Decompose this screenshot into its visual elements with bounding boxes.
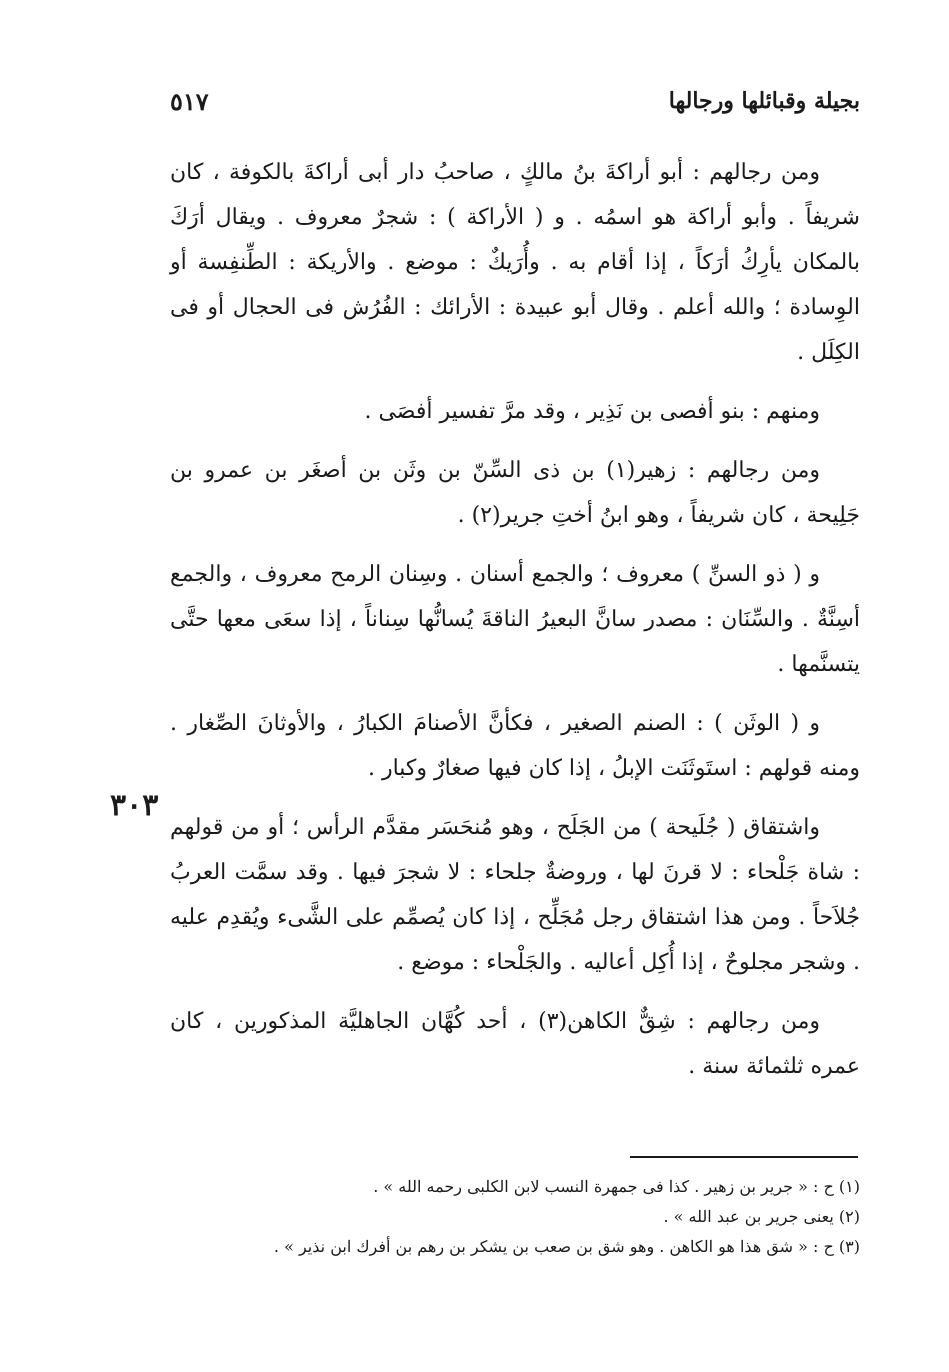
footnote: (٢) يعنى جرير بن عبد الله » . — [663, 1207, 860, 1226]
paragraph: ومنهم : بنو أفصى بن نَذِير ، وقد مرَّ تفسير أفصَى . — [364, 399, 820, 424]
margin-page-number: ٣٠٣ — [110, 788, 159, 823]
footnote: (٣) ح : « شق هذا هو الكاهن . وهو شق بن صعب بن يشكر بن رهم بن أفرك ابن نذير » . — [273, 1237, 860, 1256]
running-header — [170, 84, 860, 118]
footnote: (١) ح : « جرير بن زهير . كذا فى جمهرة النسب لابن الكلبى رحمه الله » . — [373, 1177, 860, 1196]
paragraph: ومن رجالهم : أبو أراكةَ بنُ مالكٍ ، صاحبُ دار أبى أراكةَ بالكوفة ، كان شريفاً . وأبو أراكة هو اسمُه . و ( الأراكة ) : شجرٌ معروف . ويقال أرَكَ بالمكان يأرِكُ أرَكاً ، إذا أقام به . وأُرَيكٌ : موضع . والأريكة : الطِّنفِسة أو الوِسادة ؛ والله أعلم . وقال أبو عبيدة : الأرائك : الفُرُش فى الحجال أو فى الكِلَل . — [170, 160, 860, 365]
paragraph: ومن رجالهم : زهير(١) بن ذى السِّنّ بن وثَن بن أصغَر بن عمرو بن جَلِيحة ، كان شريفاً ، وهو ابنُ أختِ جرير(٢) . — [170, 458, 860, 528]
paragraph: ومن رجالهم : شِقٌّ الكاهن(٣) ، أحد كُهَّان الجاهليَّة المذكورين ، كان عمره ثلثمائة سنة . — [170, 1009, 860, 1079]
paragraph: و ( الوثَن ) : الصنم الصغير ، فكأنَّ الأصنامَ الكبارُ ، والأوثانَ الصِّغار . ومنه قولهم : استَوثَنَت الإبلُ ، إذا كان فيها صغارٌ وكبار . — [170, 711, 860, 781]
main-text — [170, 150, 860, 1103]
running-title: بجيلة وقبائلها ورجالها — [668, 88, 860, 114]
footnotes — [170, 1172, 860, 1262]
footnote-divider — [630, 1156, 858, 1158]
paragraph: و ( ذو السنِّ ) معروف ؛ والجمع أسنان . وسِنان الرمح معروف ، والجمع أسِنَّةٌ . والسِّنَان : مصدر سانَّ البعيرُ الناقةَ يُسانُّها سِناناً ، إذا سعَى معها حتَّى يتسنَّمها . — [170, 562, 860, 677]
paragraph: واشتقاق ( جُلَيحة ) من الجَلَح ، وهو مُنحَسَر مقدَّم الرأس ؛ أو من قولهم : شاة جَلْحاء : لا قرنَ لها ، وروضةٌ جلحاء : لا شجرَ فيها . وقد سمَّت العربُ جُلاَحاً . ومن هذا اشتقاق رجل مُجَلِّح ، إذا كان يُصمِّم على الشَّىء ويُقدِم عليه . وشجر مجلوحٌ ، إذا أُكِل أعاليه . والجَلْحاء : موضع . — [170, 815, 860, 975]
page-number: ٥١٧ — [170, 86, 209, 116]
